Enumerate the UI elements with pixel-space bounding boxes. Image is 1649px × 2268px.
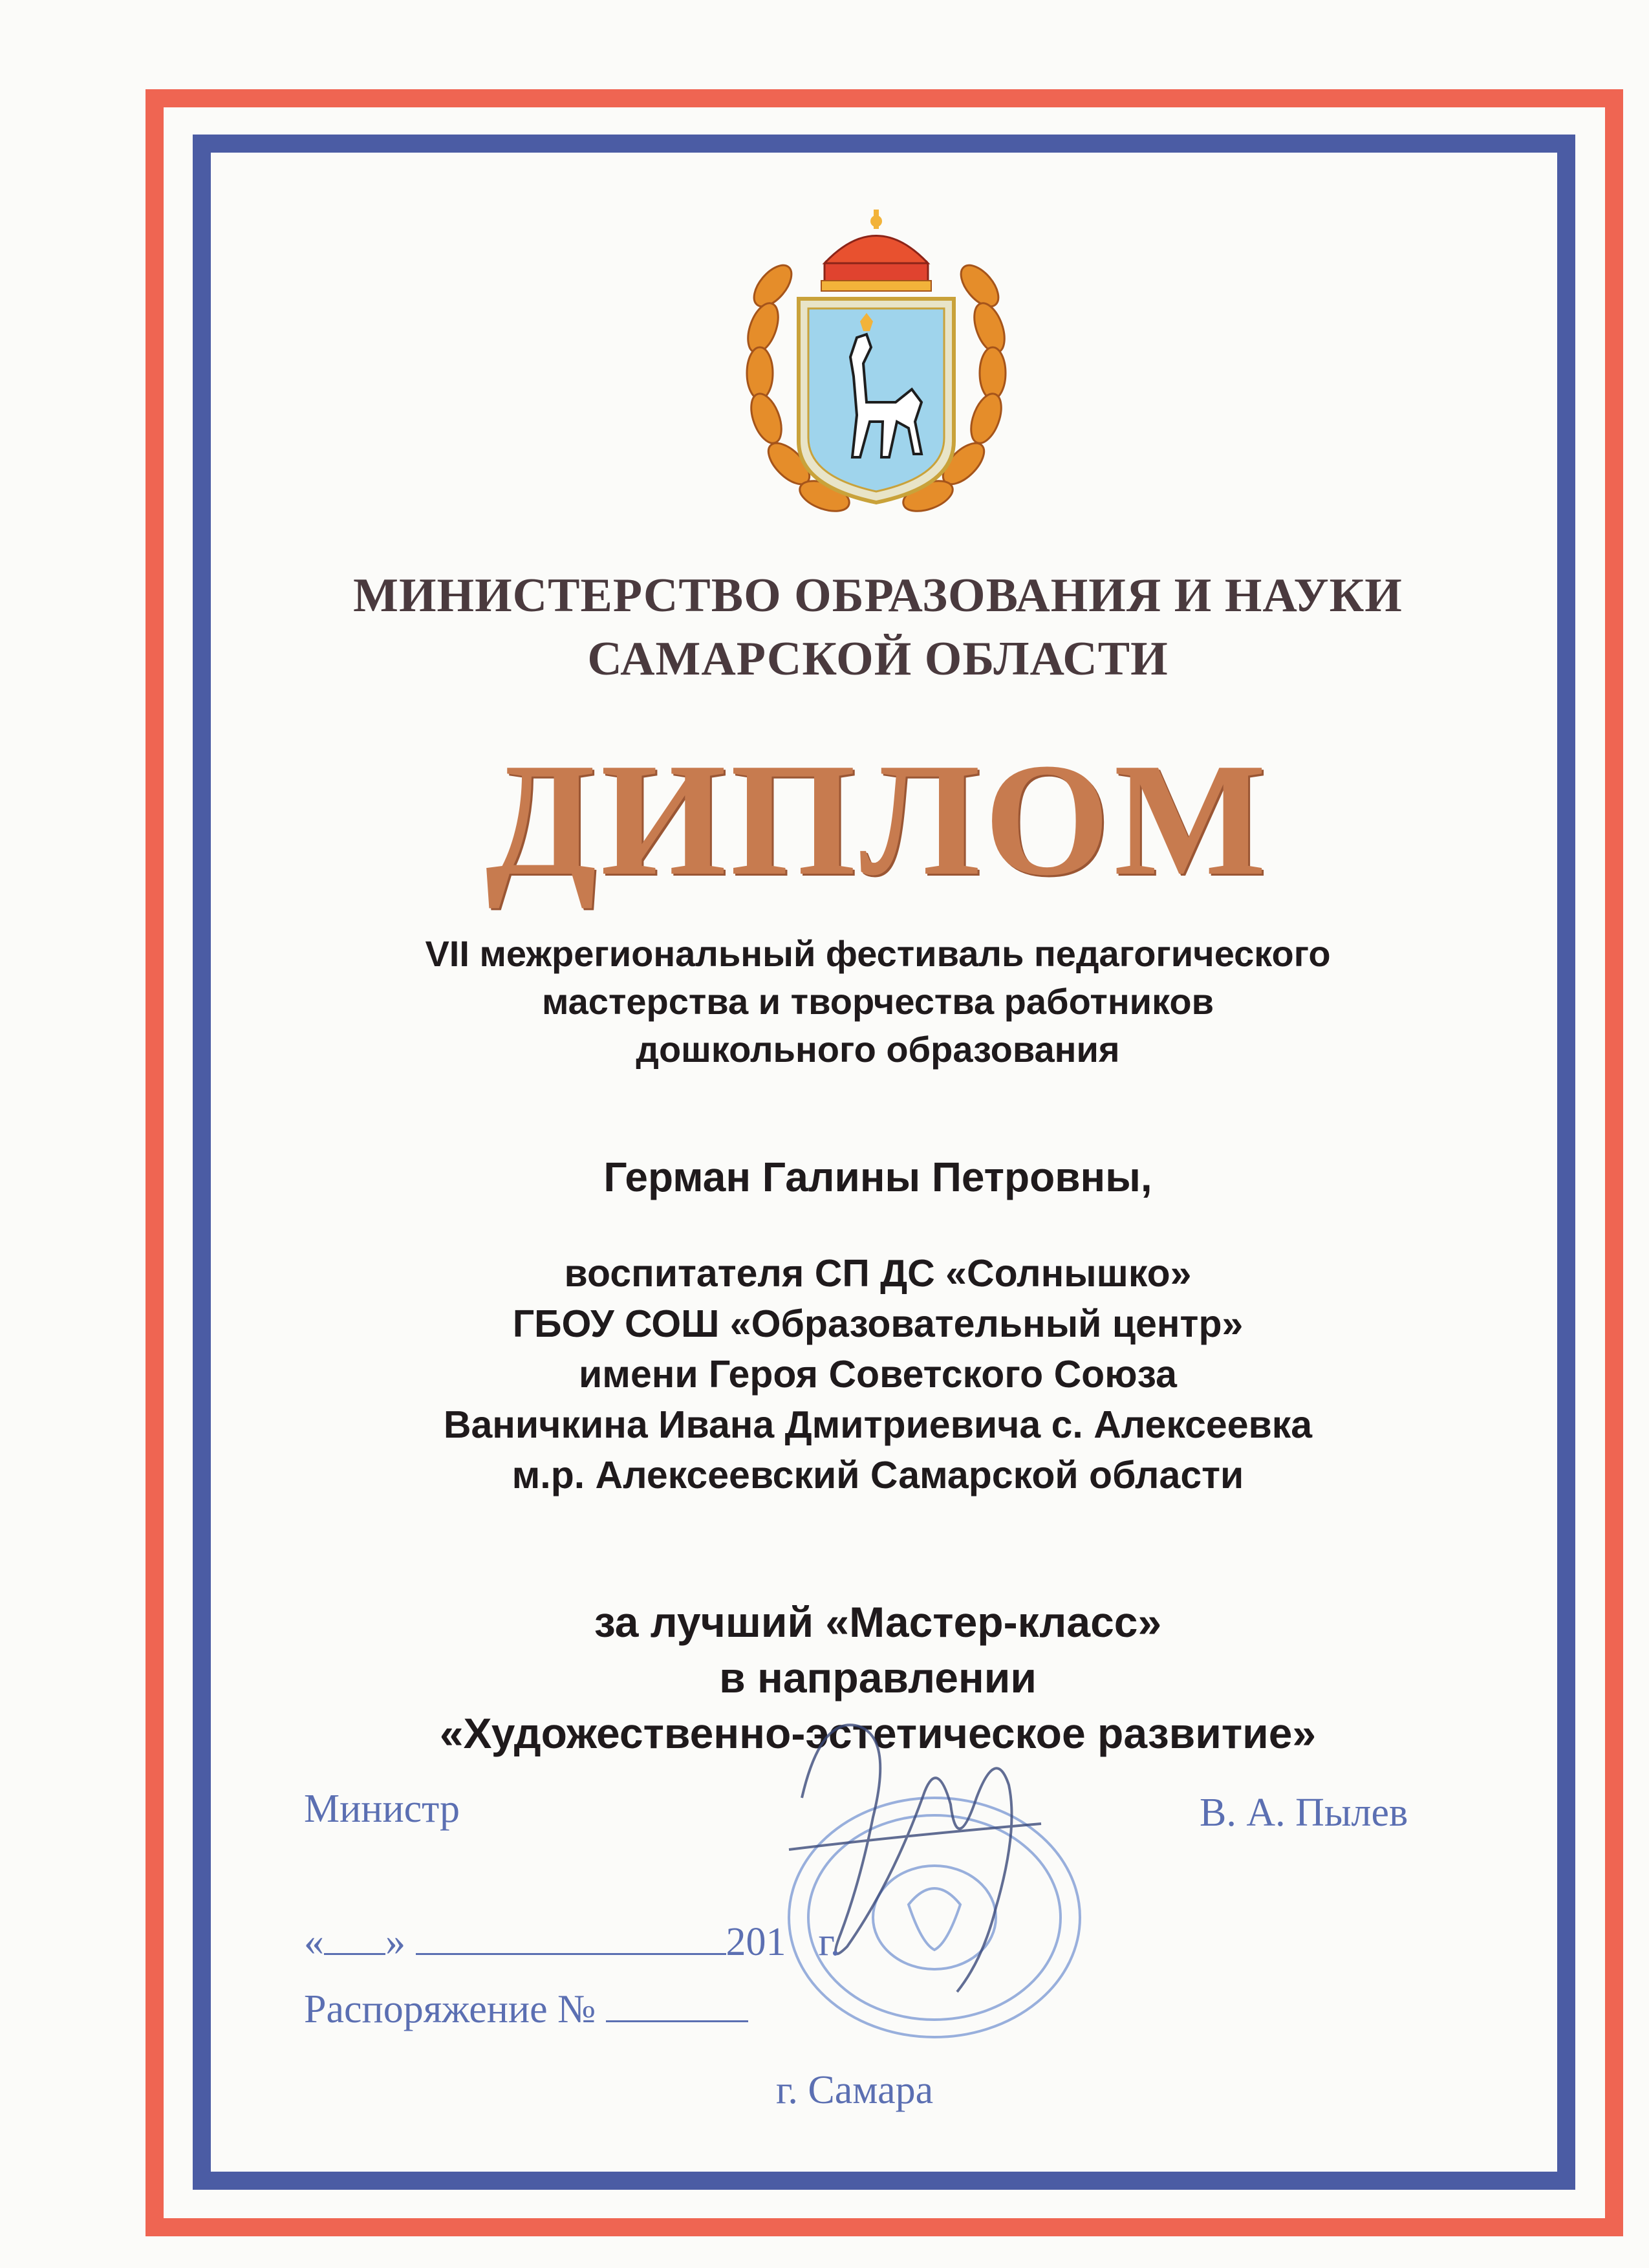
recipient-position xyxy=(233,1248,1523,1500)
minister-signature xyxy=(763,1688,1067,2024)
ministry-heading xyxy=(233,564,1523,691)
decree-label: Распоряжение № xyxy=(304,1987,596,2031)
ministry-line-2: САМАРСКОЙ ОБЛАСТИ xyxy=(587,632,1169,686)
date-close-quote: » xyxy=(385,1920,405,1964)
award-line-1: за лучший «Мастер-класс» xyxy=(594,1598,1162,1646)
date-field xyxy=(304,1919,840,1965)
position-line-5: м.р. Алексеевский Самарской области xyxy=(512,1454,1244,1496)
position-line-1: воспитателя СП ДС «Солнышко» xyxy=(564,1252,1192,1295)
position-line-4: Ваничкина Ивана Дмитриевича с. Алексеевка xyxy=(443,1403,1313,1446)
festival-line-2: мастерства и творчества работников xyxy=(541,981,1214,1022)
position-line-3: имени Героя Советского Союза xyxy=(579,1353,1177,1396)
ministry-line-1: МИНИСТЕРСТВО ОБРАЗОВАНИЯ И НАУКИ xyxy=(353,569,1403,622)
award-line-2: в направлении xyxy=(719,1654,1037,1701)
samara-coat-of-arms-icon xyxy=(727,208,1025,532)
signatory-role: Министр xyxy=(304,1787,460,1831)
year-prefix: 201 xyxy=(726,1920,786,1964)
festival-line-1: VII межрегиональный фестиваль педагогического xyxy=(425,933,1331,974)
date-open-quote: « xyxy=(304,1920,324,1964)
decree-number-blank xyxy=(606,1987,748,2022)
diploma-title: ДИПЛОМ xyxy=(485,730,1271,909)
year-suffix: г. xyxy=(818,1920,841,1964)
decree-field xyxy=(304,1987,748,2032)
day-blank xyxy=(324,1919,385,1955)
position-line-2: ГБОУ СОШ «Образовательный центр» xyxy=(512,1302,1244,1345)
festival-line-3: дошкольного образования xyxy=(636,1029,1120,1070)
signatory-name: В. А. Пылев xyxy=(1200,1791,1408,1835)
month-blank xyxy=(416,1919,726,1955)
festival-description xyxy=(233,930,1523,1074)
city-name: г. Самара xyxy=(776,2068,934,2112)
recipient-name: Герман Галины Петровны, xyxy=(603,1154,1152,1200)
award-line-3: «Художественно-эстетическое развитие» xyxy=(439,1709,1317,1757)
